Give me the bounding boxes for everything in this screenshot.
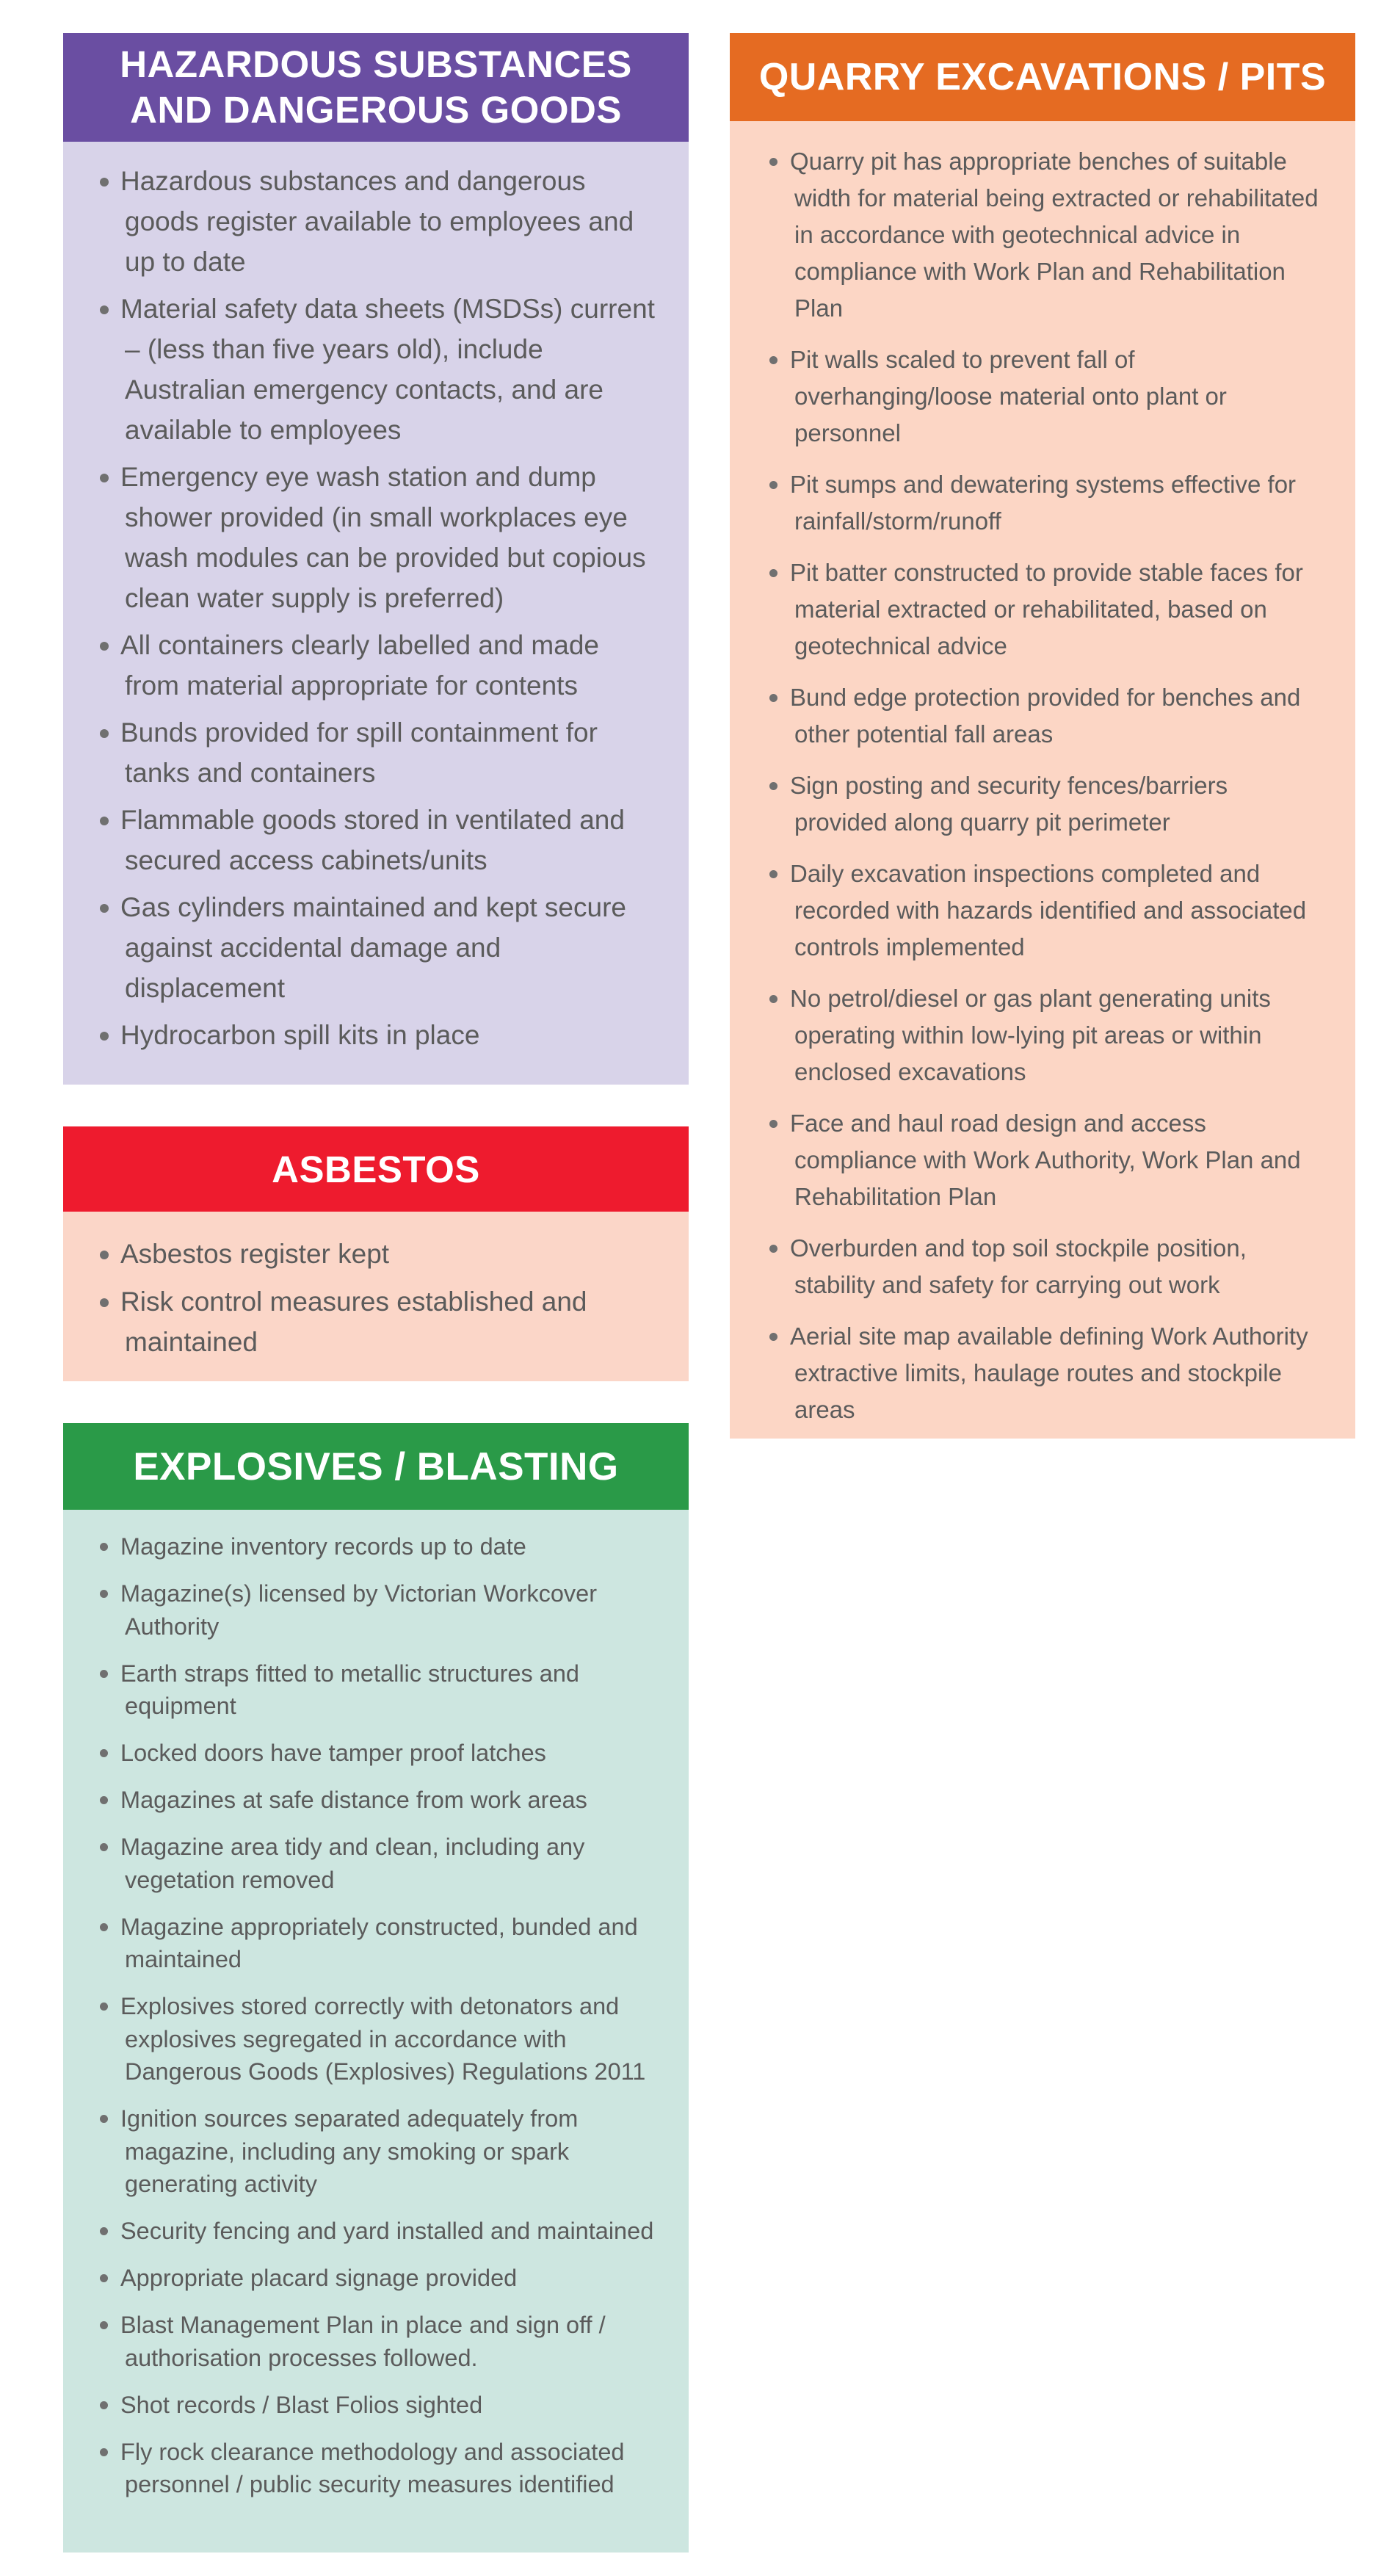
list-item: Gas cylinders maintained and kept secure against accidental damage and displacement	[63, 887, 689, 1008]
asbestos-checklist	[63, 1234, 689, 1362]
list-item: Aerial site map available defining Work Authority extractive limits, haulage routes and stockpile areas	[730, 1318, 1355, 1428]
quarry-excavations-panel	[730, 33, 1355, 1439]
hazardous-substances-panel	[63, 33, 689, 1085]
list-item: All containers clearly labelled and made from material appropriate for contents	[63, 625, 689, 706]
explosives-header: EXPLOSIVES / BLASTING	[63, 1423, 689, 1510]
list-item: Daily excavation inspections completed and recorded with hazards identified and associated controls implemented	[730, 855, 1355, 966]
hazardous-title-line1: HAZARDOUS SUBSTANCES	[120, 43, 632, 85]
list-item: Face and haul road design and access compliance with Work Authority, Work Plan and Rehabilitation Plan	[730, 1105, 1355, 1215]
explosives-checklist	[63, 1530, 689, 2501]
hazardous-substances-body	[63, 142, 689, 1085]
list-item: Bund edge protection provided for benches and other potential fall areas	[730, 679, 1355, 753]
list-item: Fly rock clearance methodology and associated personnel / public security measures identified	[63, 2436, 689, 2501]
explosives-body	[63, 1510, 689, 2553]
list-item: Emergency eye wash station and dump shower provided (in small workplaces eye wash modules can be provided but copious clean water supply is preferred)	[63, 457, 689, 618]
list-item: Hazardous substances and dangerous goods register available to employees and up to date	[63, 161, 689, 282]
asbestos-header: ASBESTOS	[63, 1126, 689, 1212]
hazardous-checklist	[63, 161, 689, 1055]
list-item: Shot records / Blast Folios sighted	[63, 2389, 689, 2422]
list-item: Appropriate placard signage provided	[63, 2262, 689, 2295]
list-item: Pit sumps and dewatering systems effective for rainfall/storm/runoff	[730, 466, 1355, 540]
list-item: Ignition sources separated adequately from magazine, including any smoking or spark generating activity	[63, 2102, 689, 2201]
list-item: Material safety data sheets (MSDSs) current – (less than five years old), include Australian emergency contacts, and are available to employees	[63, 289, 689, 450]
list-item: Bunds provided for spill containment for tanks and containers	[63, 712, 689, 793]
list-item: Pit walls scaled to prevent fall of overhanging/loose material onto plant or personnel	[730, 341, 1355, 452]
list-item: No petrol/diesel or gas plant generating units operating within low-lying pit areas or within enclosed excavations	[730, 980, 1355, 1090]
list-item: Magazine appropriately constructed, bunded and maintained	[63, 1911, 689, 1976]
list-item: Pit batter constructed to provide stable faces for material extracted or rehabilitated, based on geotechnical advice	[730, 554, 1355, 665]
list-item: Magazine inventory records up to date	[63, 1530, 689, 1563]
list-item: Locked doors have tamper proof latches	[63, 1737, 689, 1770]
quarry-body	[730, 121, 1355, 1439]
hazardous-title-line2: AND DANGEROUS GOODS	[130, 89, 622, 131]
list-item: Blast Management Plan in place and sign off / authorisation processes followed.	[63, 2309, 689, 2374]
quarry-checklist	[730, 143, 1355, 1428]
quarry-header: QUARRY EXCAVATIONS / PITS	[730, 33, 1355, 121]
asbestos-panel	[63, 1126, 689, 1381]
list-item: Overburden and top soil stockpile position, stability and safety for carrying out work	[730, 1230, 1355, 1303]
asbestos-body	[63, 1212, 689, 1381]
list-item: Hydrocarbon spill kits in place	[63, 1015, 689, 1055]
list-item: Risk control measures established and maintained	[63, 1281, 689, 1362]
list-item: Magazine area tidy and clean, including any vegetation removed	[63, 1831, 689, 1896]
list-item: Security fencing and yard installed and maintained	[63, 2215, 689, 2248]
list-item: Explosives stored correctly with detonators and explosives segregated in accordance with Dangerous Goods (Explosives) Regulations 2011	[63, 1990, 689, 2088]
explosives-blasting-panel	[63, 1423, 689, 2553]
hazardous-substances-header	[63, 33, 689, 142]
list-item: Flammable goods stored in ventilated and secured access cabinets/units	[63, 800, 689, 880]
list-item: Asbestos register kept	[63, 1234, 689, 1274]
list-item: Earth straps fitted to metallic structures and equipment	[63, 1657, 689, 1723]
list-item: Magazines at safe distance from work areas	[63, 1784, 689, 1817]
list-item: Magazine(s) licensed by Victorian Workcover Authority	[63, 1577, 689, 1643]
list-item: Quarry pit has appropriate benches of suitable width for material being extracted or rehabilitated in accordance with geotechnical advice in compliance with Work Plan and Rehabilitation Plan	[730, 143, 1355, 327]
list-item: Sign posting and security fences/barriers provided along quarry pit perimeter	[730, 767, 1355, 841]
